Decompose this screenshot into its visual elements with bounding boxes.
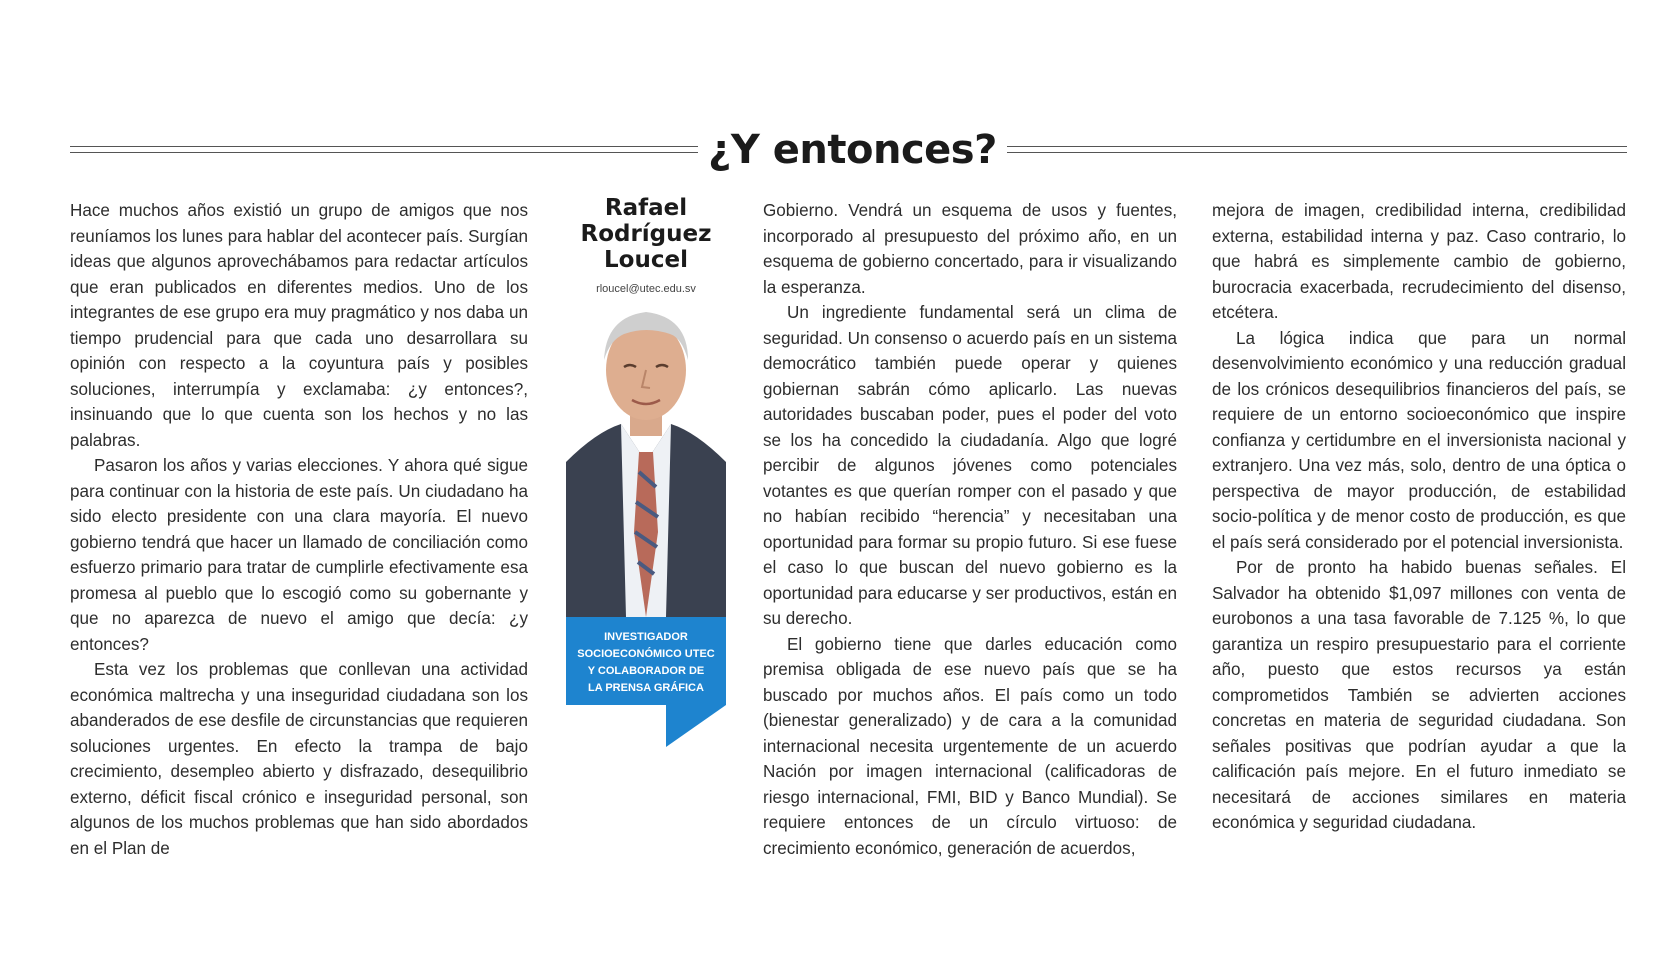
author-photo: [566, 312, 726, 617]
badge-line: LA PRENSA GRÁFICA: [588, 682, 704, 694]
paragraph: Gobierno. Vendrá un esquema de usos y fuentes, incorporado al presupuesto del próximo año, en un esquema de gobierno concertado, para ir visualizando la esperanza.: [763, 201, 1177, 297]
author-name-line: Rafael: [604, 195, 688, 221]
article-column-3: [1212, 198, 1626, 836]
article-column-1: [70, 198, 528, 861]
headline-rule-right: [1007, 146, 1627, 153]
paragraph: La lógica indica que para un normal desenvolvimiento económico y una reducción gradual de los crónicos desequilibrios financieros del país, se requiere de un entorno socioeconómico que inspire confianza y certidumbre en el inversionista nacional y extranjero. Una vez más, solo, dentro de una óptica o perspectiva de mayor producción, de estabilidad socio-política y de menor costo de producción, es que el país será considerado por el potencial inversionista.: [1212, 328, 1626, 552]
badge-tail: [666, 705, 726, 747]
badge-line: INVESTIGADOR: [604, 631, 688, 643]
paragraph: Por de pronto ha habido buenas señales. El Salvador ha obtenido $1,097 millones con venta de eurobonos a una tasa favorable de 7.125 %, lo que garantiza un respiro presupuestario para el corriente año, puesto que estos recursos ya están comprometidos También se advierten acciones concretas en materia de seguridad ciudadana. Son señales positivas que podrían ayudar a que la calificación país mejore. En el futuro inmediato se necesitará de acciones similares en materia económica y seguridad ciudadana.: [1212, 558, 1626, 832]
paragraph: Hace muchos años existió un grupo de amigos que nos reuníamos los lunes para hablar del acontecer país. Surgían ideas que algunos aprovechábamos para redactar artículos que eran publicados en diferentes medios. Uno de los integrantes de ese grupo era muy pragmático y nos daba un tiempo prudencial para que cada uno desarrollara su opinión con respecto a la coyuntura país y posibles soluciones, interrumpía y exclamaba: ¿y entonces?, insinuando que lo que cuenta son los hechos y no las palabras.: [70, 201, 529, 450]
article-column-2: [763, 198, 1177, 861]
author-badge: [566, 617, 726, 705]
paragraph: Pasaron los años y varias elecciones. Y ahora qué sigue para continuar con la historia de este país. Un ciudadano ha sido electo presidente con una clara mayoría. El nuevo gobierno tendrá que hacer un llamado de conciliación como esfuerzo primario para tratar de cumplirle efectivamente esa promesa al pueblo que lo escogió como su gobernante y que no aparezca de nuevo el amigo que decía: ¿y entonces?: [70, 456, 528, 654]
article-headline: ¿Y entonces?: [708, 127, 997, 173]
paragraph: Esta vez los problemas que conllevan una actividad económica maltrecha y una inseguridad ciudadana son los abanderados de ese desfile de circunstancias que requieren soluciones urgentes. En efecto la trampa de bajo crecimiento, desempleo abierto y disfrazado, desequilibrio externo, déficit fiscal crónico e inseguridad personal, son algunos de los muchos problemas que han sido abordados en el Plan de: [70, 660, 528, 858]
paragraph: mejora de imagen, credibilidad interna, credibilidad externa, estabilidad interna y paz. Caso contrario, lo que habrá es simplemente cambio de gobierno, burocracia exacerbada, recrudecimiento del disenso, etcétera.: [1212, 201, 1626, 322]
badge-line: Y COLABORADOR DE: [587, 665, 705, 677]
headline-rule-left: [70, 146, 698, 153]
author-portrait-icon: [566, 312, 726, 617]
author-name-line: Rodríguez: [580, 221, 712, 247]
author-email: rloucel@utec.edu.sv: [596, 283, 696, 295]
badge-line: SOCIOECONÓMICO UTEC: [577, 648, 715, 660]
author-name: [566, 195, 726, 273]
author-name-line: Loucel: [604, 247, 688, 273]
paragraph: Un ingrediente fundamental será un clima de seguridad. Un consenso o acuerdo país en un sistema democrático también puede operar y quienes gobiernan sabrán cómo aplicarlo. Las nuevas autoridades buscaban poder, pues el poder del voto se los ha concedido la ciudadanía. Algo que logré percibir de algunos jóvenes como potenciales votantes es que querían romper con el pasado y que no habían recibido “herencia” y necesitaban una oportunidad para formar su propio futuro. Si ese fuese el caso lo que buscan del nuevo gobierno es la oportunidad para educarse y ser productivos, están en su derecho.: [763, 303, 1177, 628]
paragraph: El gobierno tiene que darles educación como premisa obligada de ese nuevo país que se ha buscado por muchos años. El país como un todo (bienestar generalizado) y de cara a la comunidad internacional necesita urgentemente de un acuerdo Nación por imagen internacional (calificadoras de riesgo internacional, FMI, BID y Banco Mundial). Se requiere entonces de un círculo virtuoso: de crecimiento económico, generación de acuerdos,: [763, 634, 1177, 858]
author-block: [566, 195, 726, 295]
